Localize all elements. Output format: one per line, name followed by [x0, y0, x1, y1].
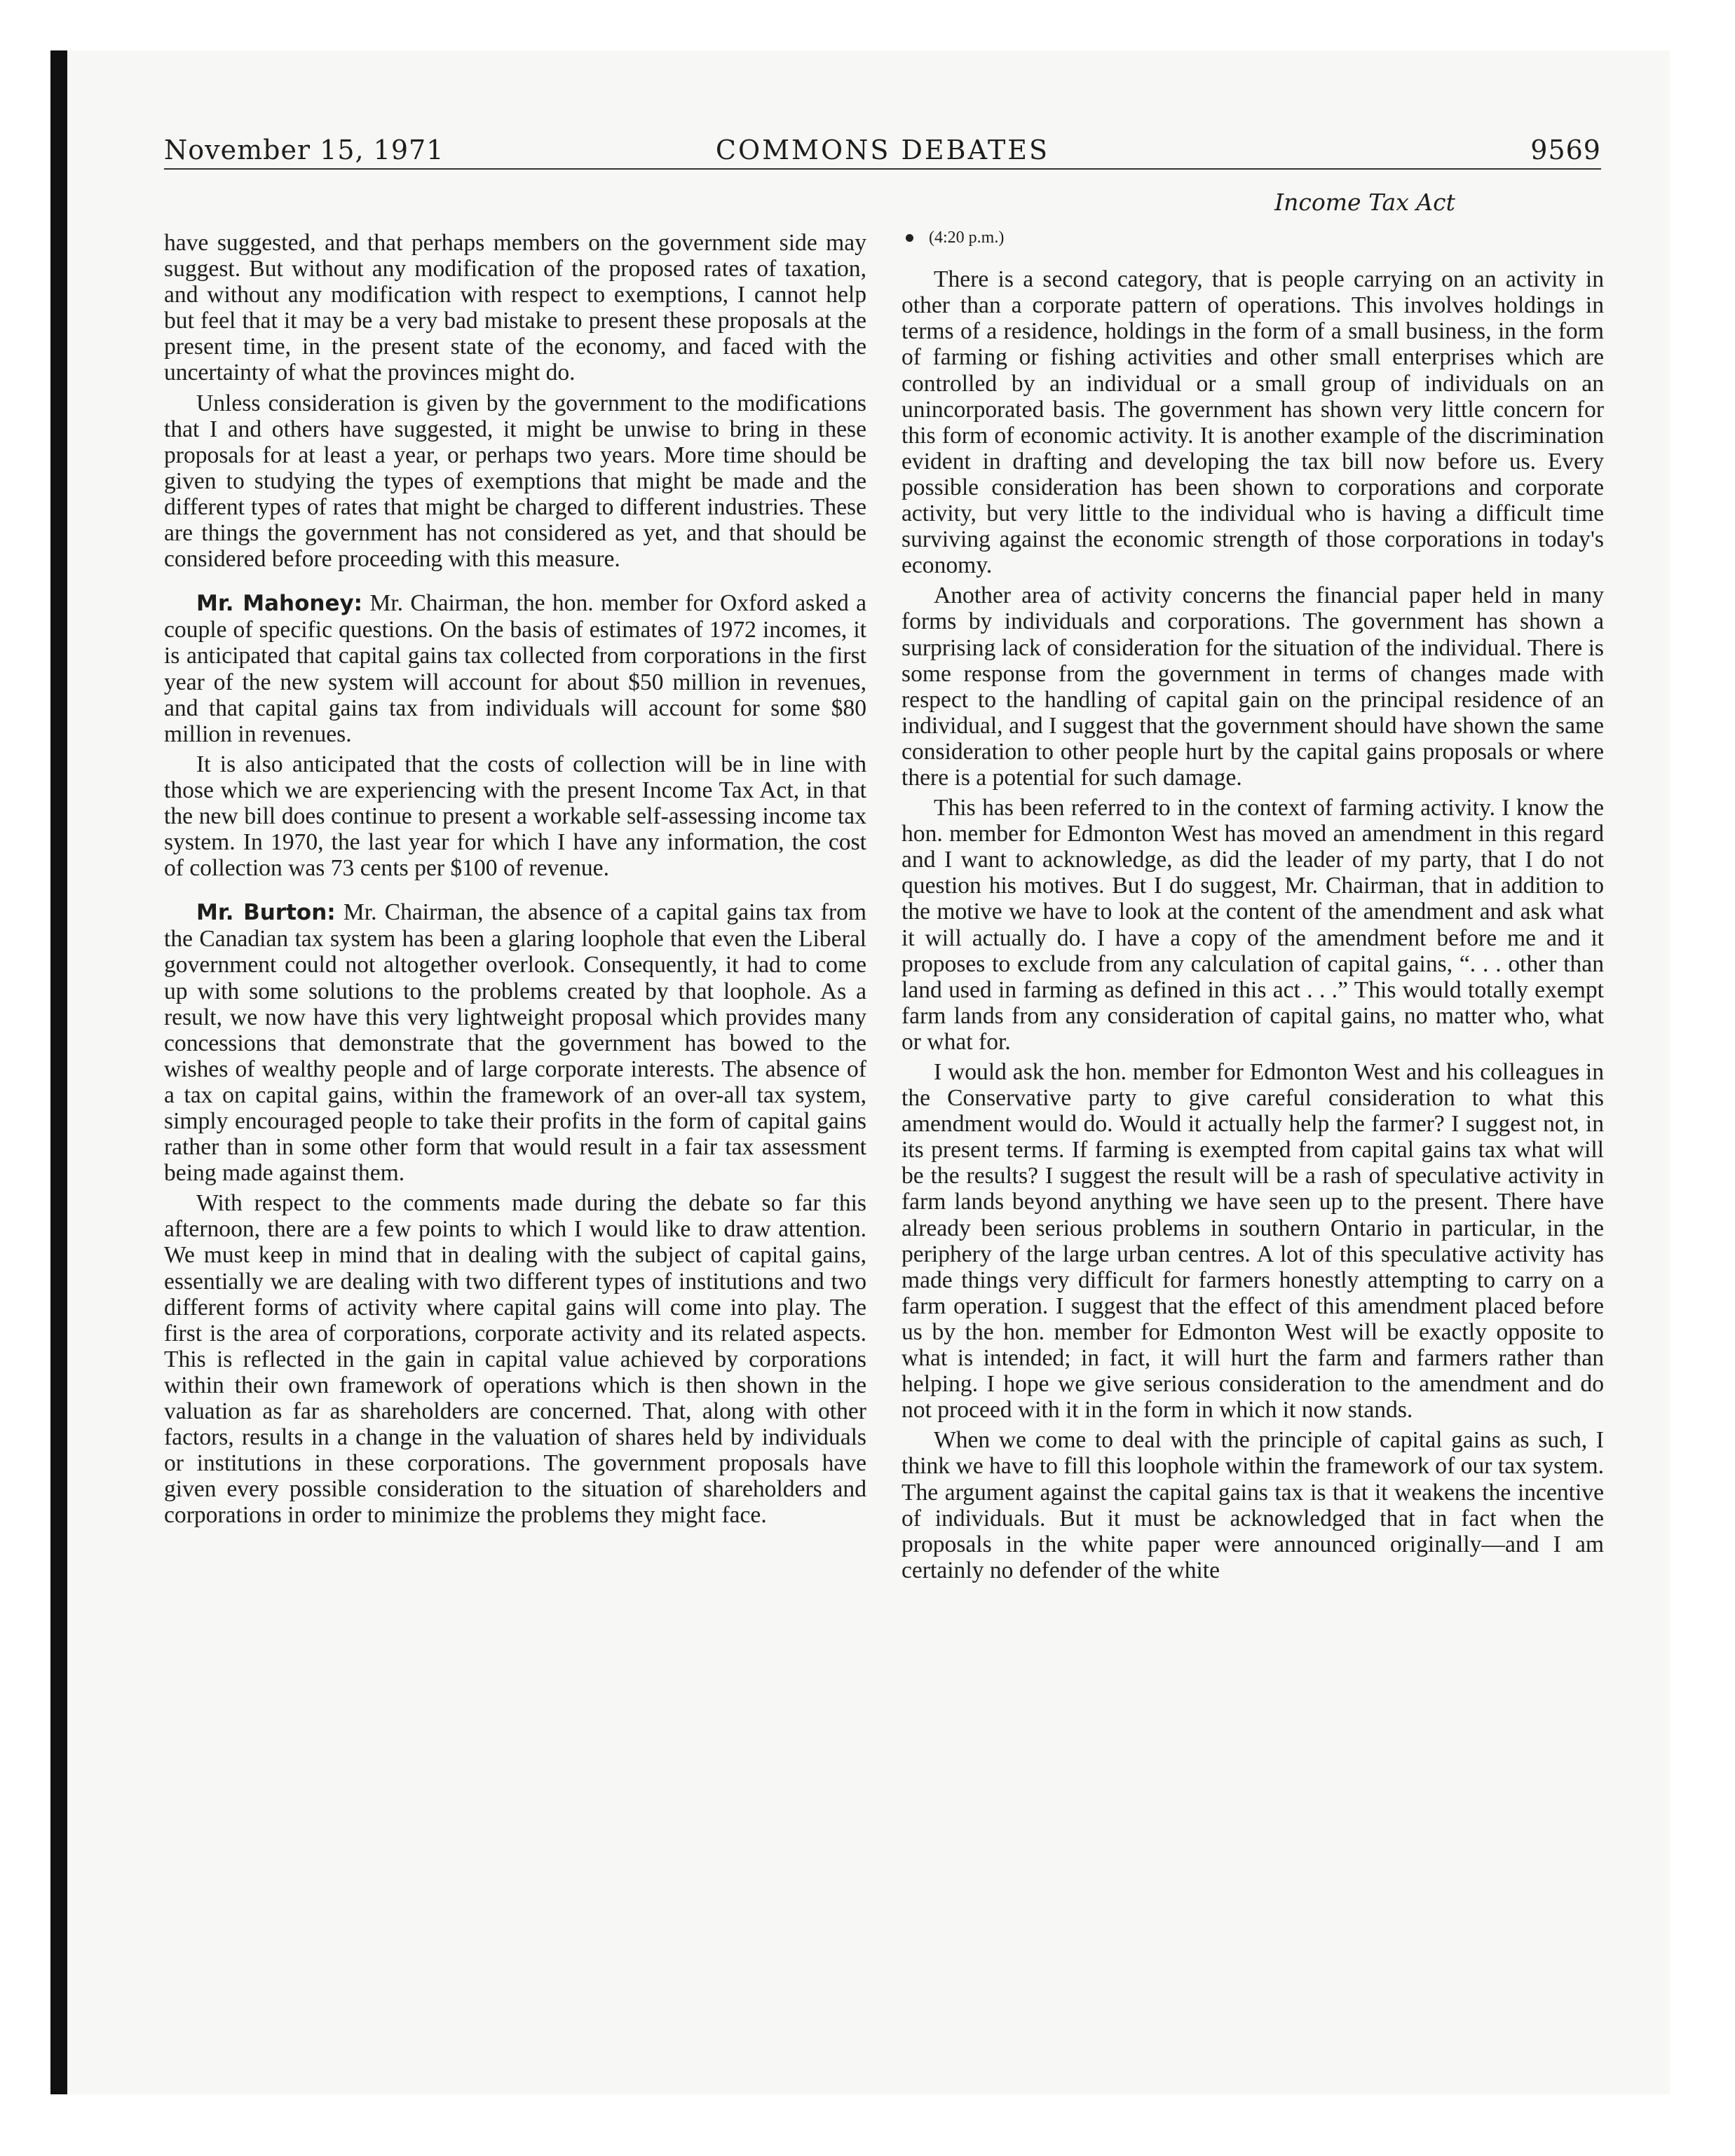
paragraph [164, 899, 866, 1186]
paragraph-text: have suggested, and that perhaps members on the government side may suggest. But without any modification of the proposed rates of taxation, and without any modification with respect to exemptions, I cannot help but feel that it may be a very bad mistake to present these proposals at the present time, in the present state of the economy, and faced with the uncertainty of what the provinces might do. [164, 230, 866, 386]
right-column [901, 189, 1604, 1588]
paragraph [164, 590, 866, 747]
paragraph [901, 795, 1604, 1055]
paragraph [164, 1190, 866, 1528]
left-column [164, 230, 866, 1533]
header-page-number: 9569 [1530, 135, 1601, 165]
bullet-icon [906, 234, 913, 242]
speaker-name: Mr. Mahoney: [196, 591, 363, 617]
timestamp [901, 225, 1604, 251]
paragraph-text: It is also anticipated that the costs of collection will be in line with those which we are experiencing with the present Income Tax Act, in that the new bill does continue to present a workable self-assessing income tax system. In 1970, the last year for which I have any information, the cost of collection was 73 cents per $100 of revenue. [164, 751, 866, 882]
paragraph-text: Mr. Chairman, the hon. member for Oxford asked a couple of specific questions. On the basis of estimates of 1972 incomes, it is anticipated that capital gains tax collected from corporations in the first year of the new system will account for about $50 million in revenues, and that capital gains tax from individuals will account for some $80 million in revenues. [164, 590, 866, 747]
paragraph [164, 751, 866, 881]
timestamp-text: (4:20 p.m.) [929, 228, 1005, 247]
paragraph-text: When we come to deal with the principle of capital gains as such, I think we have to fill this loophole within the framework of our tax system. The argument against the capital gains tax is that it weakens the incentive of individuals. But it must be acknowledged that in fact when the proposals in the white paper were announced originally—and I am certainly no defender of the white [901, 1427, 1604, 1583]
paragraph-text: There is a second category, that is people carrying on an activity in other than a corporate pattern of operations. This involves holdings in terms of a residence, holdings in the form of a small business, in the form of farming or fishing activities and other small enterprises which are controlled by an individual or a small group of individuals on an unincorporated basis. The government has shown very little concern for this form of economic activity. It is another example of the discrimination evident in drafting and developing the tax bill now before us. Every possible consideration has been shown to corporations and corporate activity, but very little to the individual who is having a difficult time surviving against the economic strength of those corporations in today's economy. [901, 266, 1604, 579]
paragraph [901, 1059, 1604, 1423]
paragraph-text: Mr. Chairman, the absence of a capital gains tax from the Canadian tax system has been a glaring loophole that even the Liberal government could not altogether overlook. Consequently, it had to come up with some solutions to the problems created by that loophole. As a result, we now have this very lightweight proposal which provides many concessions that demonstrate that the government has bowed to the wishes of wealthy people and of large corporate interests. The absence of a tax on capital gains, within the framework of an over-all tax system, simply encouraged people to take their profits in the form of capital gains rather than in some other form that would result in a fair tax assessment being made against them. [164, 899, 866, 1187]
paragraph [901, 266, 1604, 578]
paragraph-text: Unless consideration is given by the government to the modifications that I and others have suggested, it might be unwise to bring in these proposals for at least a year, or perhaps two years. More time should be given to studying the types of exemptions that might be made and the different types of rates that might be charged to different industries. These are things the government has not considered as yet, and that should be considered before proceeding with this measure. [164, 390, 866, 573]
paragraph [901, 582, 1604, 791]
header-date: November 15, 1971 [164, 135, 444, 165]
paragraph-text: I would ask the hon. member for Edmonton West and his colleagues in the Conservative party to give careful consideration to what this amendment would do. Would it actually help the farmer? I suggest not, in its present terms. If farming is exempted from capital gains tax what will be the results? I suggest the result will be a rash of speculative activity in farm lands beyond anything we have seen up to the present. There have already been serious problems in southern Ontario in particular, in the periphery of the large urban centres. A lot of this speculative activity has made things very difficult for farmers honestly attempting to carry on a farm operation. I suggest that the effect of this amendment placed before us by the hon. member for Edmonton West will be exactly opposite to what is intended; in fact, it will hurt the farm and farmers rather than helping. I hope we give serious consideration to the amendment and do not proceed with it in the form in which it now stands. [901, 1059, 1604, 1424]
speaker-name: Mr. Burton: [196, 900, 336, 926]
paragraph-text: This has been referred to in the context of farming activity. I know the hon. member for Edmonton West has moved an amendment in this regard and I want to acknowledge, as did the leader of my party, that I do not question his motives. But I do suggest, Mr. Chairman, that in addition to the motive we have to look at the content of the amendment and ask what it will actually do. I have a copy of the amendment before me and it proposes to exclude from any calculation of capital gains, “. . . other than land used in farming as defined in this act . . .” This would totally exempt farm lands from any consideration of capital gains, no matter who, what or what for. [901, 795, 1604, 1055]
paragraph [164, 390, 866, 573]
scan-edge [50, 50, 67, 2094]
paragraph-text: Another area of activity concerns the financial paper held in many forms by individuals and corporations. The government has shown a surprising lack of consideration for the situation of the individual. There is some response from the government in terms of changes made with respect to the handling of capital gain on the principal residence of an individual, and I suggest that the government should have shown the same consideration to other people hurt by the capital gains proposals or where there is a potential for such damage. [901, 582, 1604, 791]
paragraph [901, 1427, 1604, 1583]
page-header [164, 133, 1601, 170]
section-title: Income Tax Act [1274, 189, 1455, 216]
header-publication: COMMONS DEBATES [715, 135, 1050, 165]
paragraph-text: With respect to the comments made during the debate so far this afternoon, there are a few points to which I would like to draw attention. We must keep in mind that in dealing with the subject of capital gains, essentially we are dealing with two different types of institutions and two different forms of activity where capital gains will come into play. The first is the area of corporations, corporate activity and its related aspects. This is reflected in the gain in capital value achieved by corporations within their own framework of operations which is then shown in the valuation as far as shareholders are concerned. That, along with other factors, results in a change in the valuation of shares held by individuals or institutions in these corporations. The government proposals have given every possible consideration to the situation of shareholders and corporations in order to minimize the problems they might face. [164, 1190, 866, 1529]
paragraph [164, 230, 866, 386]
